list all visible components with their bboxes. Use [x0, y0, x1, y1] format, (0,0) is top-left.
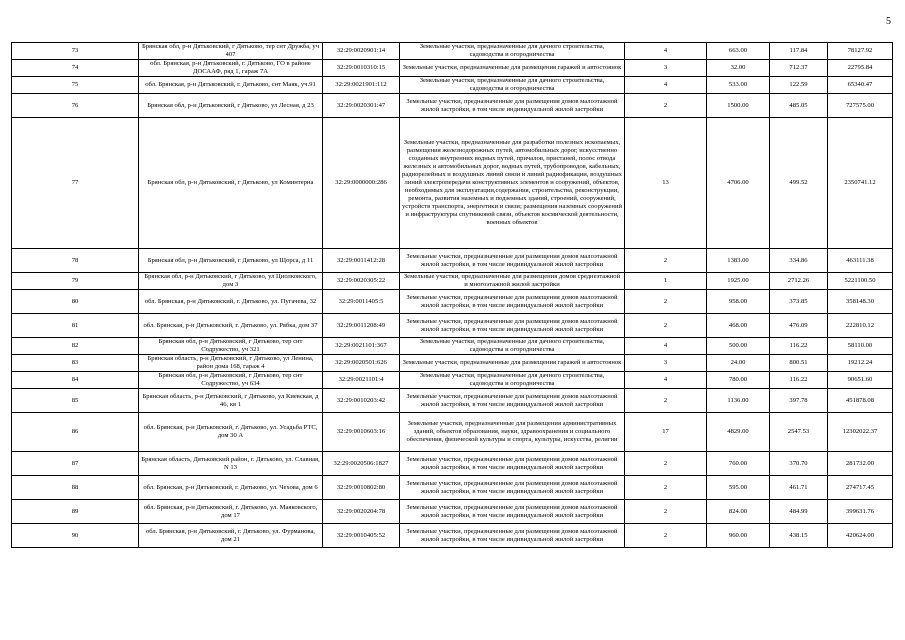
cadastral-number-cell: 32:29:0011208:49 [323, 314, 400, 338]
specific-value-cell: 334.86 [770, 249, 828, 273]
land-use-cell: Земельные участки, предназначенные для размещения домов среднеэтажной и многоэтажной жилой застройки [400, 273, 625, 290]
table-row [12, 60, 893, 77]
table-row [12, 77, 893, 94]
land-use-cell: Земельные участки, предназначенные для дачного строительства, садоводства и огородничества [400, 43, 625, 60]
use-group-code-cell: 4 [625, 372, 707, 389]
table-row [12, 413, 893, 452]
cadastral-value-cell: 12302022.37 [828, 413, 893, 452]
specific-value-cell: 117.84 [770, 43, 828, 60]
area-cell: 4829.00 [707, 413, 770, 452]
address-cell: Брянская область, р-н Дятьковский, г Дятьково, ул Киевская, д 46, кв 1 [139, 389, 323, 413]
cadastral-number-cell: 32:29:0020204:78 [323, 500, 400, 524]
area-cell: 960.00 [707, 524, 770, 548]
row-number-cell: 80 [12, 290, 139, 314]
use-group-code-cell: 13 [625, 118, 707, 249]
table-row [12, 118, 893, 249]
cadastral-number-cell: 32:29:0020506:1827 [323, 452, 400, 476]
land-use-cell: Земельные участки, предназначенные для размещения гаражей и автостоянок [400, 60, 625, 77]
cadastral-value-cell: 420624.00 [828, 524, 893, 548]
specific-value-cell: 2547.53 [770, 413, 828, 452]
address-cell: Брянская обл, р-н Дятьковский, г Дятьково, тер снт Содружество, уч 634 [139, 372, 323, 389]
cadastral-value-cell: 2350741.12 [828, 118, 893, 249]
area-cell: 760.00 [707, 452, 770, 476]
row-number-cell: 79 [12, 273, 139, 290]
row-number-cell: 78 [12, 249, 139, 273]
row-number-cell: 83 [12, 355, 139, 372]
use-group-code-cell: 2 [625, 249, 707, 273]
table-row [12, 314, 893, 338]
use-group-code-cell: 3 [625, 355, 707, 372]
area-cell: 468.00 [707, 314, 770, 338]
cadastral-value-cell: 274717.45 [828, 476, 893, 500]
land-use-cell: Земельные участки, предназначенные для разработки полезных ископаемых, размещения железнодорожных путей, автомобильных дорог, искусственно созданных внутренних водных путей, причалов, пристаней, полос отвода железных и автомобильных дорог, водных путей, трубопроводов, кабельных, радиорелейных и воздушных линий связи и линий радиофикации, воздушных линий электропередачи конструктивных элементов и сооружений, объектов, необходимых для эксплуатации,содержания, строительства, реконструкции, ремонта, развития наземных и подземных зданий, строений, сооружений, устройств транспорта, энергетики и связи; размещения наземных сооружений и инфраструктуры спутниковой связи, объектов космической деятельности, военных объектов [400, 118, 625, 249]
cadastral-number-cell: 32:29:0021101:367 [323, 338, 400, 355]
address-cell: обл. Брянская, р-н Дятьковский, г. Дятьково, ул. Фурманова, дом 21 [139, 524, 323, 548]
cadastral-value-cell: 22795.84 [828, 60, 893, 77]
row-number-cell: 85 [12, 389, 139, 413]
row-number-cell: 73 [12, 43, 139, 60]
table-row [12, 94, 893, 118]
row-number-cell: 86 [12, 413, 139, 452]
address-cell: обл. Брянская, р-н Дятьковский, г. Дятьково, снт Маяк, уч.91 [139, 77, 323, 94]
cadastral-number-cell: 32:29:0020501:626 [323, 355, 400, 372]
cadastral-value-cell: 65340.47 [828, 77, 893, 94]
use-group-code-cell: 1 [625, 273, 707, 290]
page-number: 5 [886, 16, 891, 27]
land-use-cell: Земельные участки, предназначенные для размещения гаражей и автостоянок [400, 355, 625, 372]
area-cell: 1500.00 [707, 94, 770, 118]
use-group-code-cell: 2 [625, 94, 707, 118]
cadastral-value-cell: 19212.24 [828, 355, 893, 372]
land-use-cell: Земельные участки, предназначенные для размещения домов малоэтажной жилой застройки, в том числе индивидуальной жилой застройки [400, 94, 625, 118]
specific-value-cell: 712.37 [770, 60, 828, 77]
table-row [12, 273, 893, 290]
table-row [12, 476, 893, 500]
cadastral-number-cell: 32:29:0020301:47 [323, 94, 400, 118]
area-cell: 1383.00 [707, 249, 770, 273]
cadastral-value-cell: 399631.76 [828, 500, 893, 524]
area-cell: 533.00 [707, 77, 770, 94]
cadastral-value-cell: 78127.92 [828, 43, 893, 60]
cadastral-number-cell: 32:29:0000000:286 [323, 118, 400, 249]
table-row [12, 389, 893, 413]
table-row [12, 524, 893, 548]
cadastral-value-cell: 58110.00 [828, 338, 893, 355]
table-body [12, 43, 893, 548]
specific-value-cell: 397.78 [770, 389, 828, 413]
use-group-code-cell: 2 [625, 452, 707, 476]
cadastral-number-cell: 32:29:0010603:16 [323, 413, 400, 452]
row-number-cell: 87 [12, 452, 139, 476]
row-number-cell: 76 [12, 94, 139, 118]
use-group-code-cell: 2 [625, 476, 707, 500]
row-number-cell: 81 [12, 314, 139, 338]
row-number-cell: 90 [12, 524, 139, 548]
table-row [12, 338, 893, 355]
row-number-cell: 75 [12, 77, 139, 94]
cadastral-value-cell: 463111.38 [828, 249, 893, 273]
area-cell: 1136.00 [707, 389, 770, 413]
row-number-cell: 88 [12, 476, 139, 500]
address-cell: обл. Брянская, р-н Дятьковский, г. Дятьково, ул. Пугачева, 32 [139, 290, 323, 314]
cadastral-value-cell: 451878.08 [828, 389, 893, 413]
use-group-code-cell: 2 [625, 389, 707, 413]
land-use-cell: Земельные участки, предназначенные для размещения домов малоэтажной жилой застройки, в том числе индивидуальной жилой застройки [400, 452, 625, 476]
table-row [12, 355, 893, 372]
specific-value-cell: 461.71 [770, 476, 828, 500]
land-use-cell: Земельные участки, предназначенные для размещения домов малоэтажной жилой застройки, в том числе индивидуальной жилой застройки [400, 290, 625, 314]
specific-value-cell: 800.51 [770, 355, 828, 372]
cadastral-value-cell: 281732.00 [828, 452, 893, 476]
use-group-code-cell: 4 [625, 43, 707, 60]
land-use-cell: Земельные участки, предназначенные для дачного строительства, садоводства и огородничества [400, 77, 625, 94]
land-use-cell: Земельные участки, предназначенные для размещения административных зданий, объектов образования, науки, здравоохранения и социального обеспечения, физической культуры и спорта, культуры, искусства, религии [400, 413, 625, 452]
cadastral-number-cell: 32:29:0021101:4 [323, 372, 400, 389]
area-cell: 958.00 [707, 290, 770, 314]
table-row [12, 249, 893, 273]
address-cell: обл. Брянская, р-н Дятьковский, г. Дятьково, ГО в районе ДОСААФ, ряд 1, гараж 7А [139, 60, 323, 77]
row-number-cell: 74 [12, 60, 139, 77]
table-row [12, 290, 893, 314]
row-number-cell: 82 [12, 338, 139, 355]
land-use-cell: Земельные участки, предназначенные для размещения домов малоэтажной жилой застройки, в том числе индивидуальной жилой застройки [400, 500, 625, 524]
cadastral-value-cell: 358148.30 [828, 290, 893, 314]
address-cell: Брянская обл, р-н Дятьковский, г Дятьково, ул Коминтерна [139, 118, 323, 249]
specific-value-cell: 485.05 [770, 94, 828, 118]
address-cell: Брянская обл, р-н Дятьковский, г Дятьково, тер снт Дружба, уч 407 [139, 43, 323, 60]
land-use-cell: Земельные участки, предназначенные для размещения домов малоэтажной жилой застройки, в том числе индивидуальной жилой застройки [400, 476, 625, 500]
area-cell: 824.00 [707, 500, 770, 524]
area-cell: 595.00 [707, 476, 770, 500]
specific-value-cell: 116.22 [770, 338, 828, 355]
cadastral-number-cell: 32:29:0010405:52 [323, 524, 400, 548]
address-cell: Брянская обл, р-н Дятьковский, г Дятьково, тер снт Содружество, уч 321 [139, 338, 323, 355]
address-cell: обл. Брянская, р-н Дятьковский, г. Дятьково, ул. Усадьба РТС, дом 30 А [139, 413, 323, 452]
table-row [12, 43, 893, 60]
area-cell: 780.00 [707, 372, 770, 389]
area-cell: 24.00 [707, 355, 770, 372]
cadastral-number-cell: 32:29:0020901:14 [323, 43, 400, 60]
row-number-cell: 89 [12, 500, 139, 524]
use-group-code-cell: 17 [625, 413, 707, 452]
table-row [12, 500, 893, 524]
land-use-cell: Земельные участки, предназначенные для размещения домов малоэтажной жилой застройки, в том числе индивидуальной жилой застройки [400, 389, 625, 413]
cadastral-number-cell: 32:29:0021901:112 [323, 77, 400, 94]
land-use-cell: Земельные участки, предназначенные для размещения домов малоэтажной жилой застройки, в том числе индивидуальной жилой застройки [400, 524, 625, 548]
row-number-cell: 84 [12, 372, 139, 389]
use-group-code-cell: 2 [625, 500, 707, 524]
address-cell: обл. Брянская, р-н Дятьковский, г. Дятьково, ул. Чехова, дом 6 [139, 476, 323, 500]
specific-value-cell: 116.22 [770, 372, 828, 389]
specific-value-cell: 499.52 [770, 118, 828, 249]
use-group-code-cell: 4 [625, 338, 707, 355]
area-cell: 663.00 [707, 43, 770, 60]
use-group-code-cell: 2 [625, 524, 707, 548]
cadastral-number-cell: 32:29:0010802:80 [323, 476, 400, 500]
use-group-code-cell: 2 [625, 290, 707, 314]
cadastral-number-cell: 32:29:0011412:28 [323, 249, 400, 273]
use-group-code-cell: 2 [625, 314, 707, 338]
address-cell: Брянская область, р-н Дятьковский, г Дятьково, ул Ленина, район дома 168, гараж 4 [139, 355, 323, 372]
row-number-cell: 77 [12, 118, 139, 249]
address-cell: Брянская обл, р-н Дятьковский, г Дятьково, ул Щорса, д 11 [139, 249, 323, 273]
cadastral-number-cell: 32:29:0010310:15 [323, 60, 400, 77]
cadastral-number-cell: 32:29:0020305:22 [323, 273, 400, 290]
cadastral-value-cell: 222810.12 [828, 314, 893, 338]
area-cell: 1925.00 [707, 273, 770, 290]
specific-value-cell: 438.15 [770, 524, 828, 548]
address-cell: обл. Брянская, р-н Дятьковский, г. Дятьково, ул. Рябка, дом 37 [139, 314, 323, 338]
land-use-cell: Земельные участки, предназначенные для размещения домов малоэтажной жилой застройки, в том числе индивидуальной жилой застройки [400, 249, 625, 273]
address-cell: обл. Брянская, р-н Дятьковский, г. Дятьково, ул. Маяковского, дом 17 [139, 500, 323, 524]
area-cell: 32.00 [707, 60, 770, 77]
specific-value-cell: 122.59 [770, 77, 828, 94]
cadastral-value-cell: 5221100.50 [828, 273, 893, 290]
cadastral-value-cell: 727575.00 [828, 94, 893, 118]
land-use-cell: Земельные участки, предназначенные для дачного строительства, садоводства и огородничества [400, 338, 625, 355]
specific-value-cell: 484.99 [770, 500, 828, 524]
table-row [12, 452, 893, 476]
use-group-code-cell: 3 [625, 60, 707, 77]
use-group-code-cell: 4 [625, 77, 707, 94]
cadastral-number-cell: 32:29:0010203:42 [323, 389, 400, 413]
specific-value-cell: 476.09 [770, 314, 828, 338]
address-cell: Брянская обл, р-н Дятьковский, г Дятьково, ул Лесная, д 23 [139, 94, 323, 118]
cadastral-value-cell: 90651.60 [828, 372, 893, 389]
land-use-cell: Земельные участки, предназначенные для дачного строительства, садоводства и огородничества [400, 372, 625, 389]
specific-value-cell: 370.70 [770, 452, 828, 476]
land-use-cell: Земельные участки, предназначенные для размещения домов малоэтажной жилой застройки, в том числе индивидуальной жилой застройки [400, 314, 625, 338]
address-cell: Брянская обл, р-н Дятьковский, г Дятьково, ул Циолковского, дом 3 [139, 273, 323, 290]
area-cell: 500.00 [707, 338, 770, 355]
specific-value-cell: 373.85 [770, 290, 828, 314]
land-plots-table [11, 42, 893, 548]
address-cell: Брянская область, Дятьковский район, г. Дятьково, ул. Славная, N 13 [139, 452, 323, 476]
area-cell: 4706.00 [707, 118, 770, 249]
table-row [12, 372, 893, 389]
cadastral-number-cell: 32:29:0011405:5 [323, 290, 400, 314]
specific-value-cell: 2712.26 [770, 273, 828, 290]
